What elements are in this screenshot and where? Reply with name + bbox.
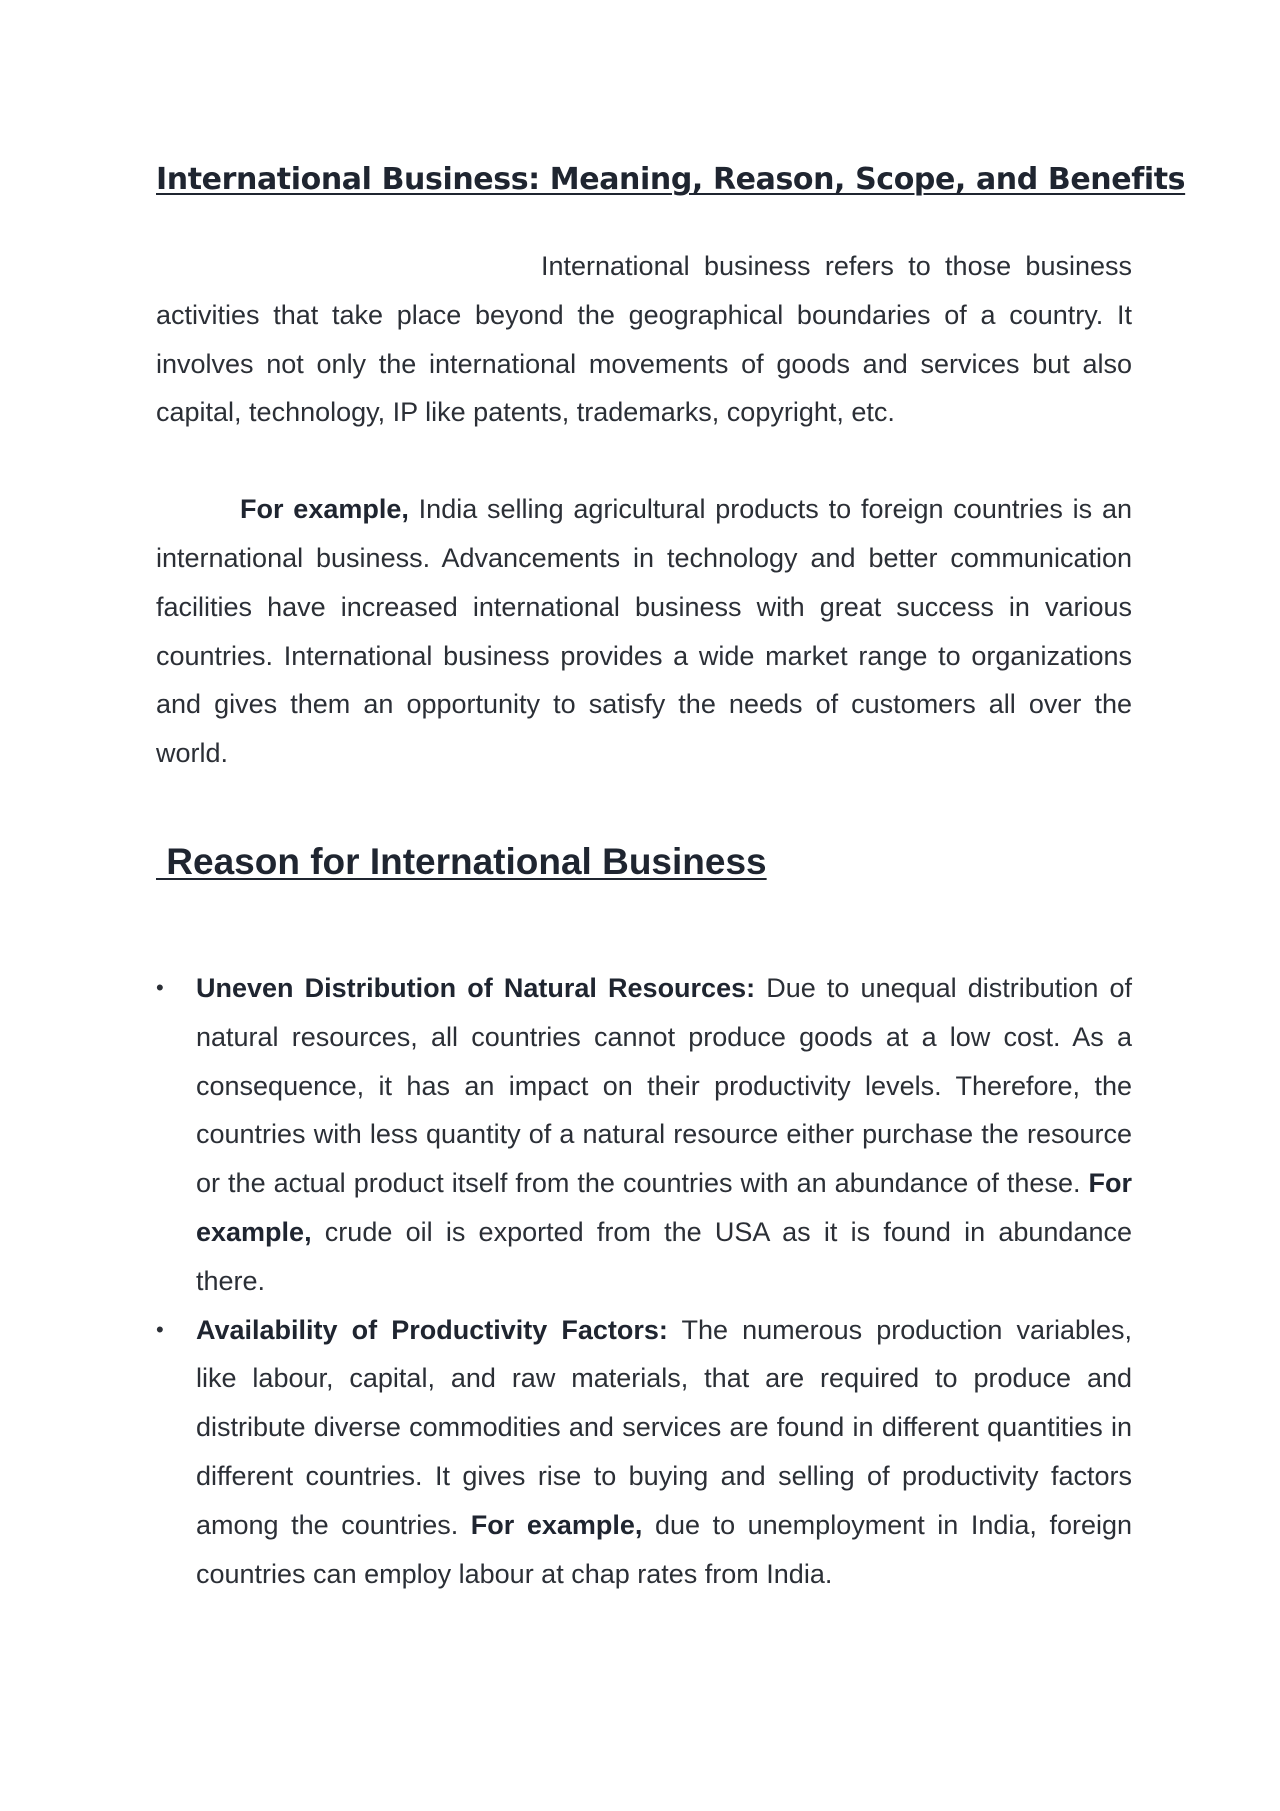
list-item bbox=[156, 964, 1132, 1306]
document-page bbox=[156, 158, 1186, 1598]
example-lead: For example, bbox=[240, 494, 409, 525]
intro-paragraph: International business refers to those business activities that take place beyond the geographical boundaries of a country. It involves not only the international movements of goods and services but also capital, technology, IP like patents, trademarks, copyright, etc. bbox=[156, 251, 1132, 428]
bullet-icon: • bbox=[156, 1316, 164, 1342]
reasons-list bbox=[156, 964, 1132, 1598]
reason-heading: Uneven Distribution of Natural Resources: bbox=[196, 972, 756, 1003]
list-item bbox=[156, 1306, 1132, 1599]
reason-example-lead: For example, bbox=[196, 1168, 1132, 1247]
reason-heading: Availability of Productivity Factors: bbox=[196, 1314, 668, 1345]
example-text: India selling agricultural products to foreign countries is an international business. Advancements in technology and better communication facilities have increased international business with great success in various countries. International business provides a wide market range to organizations and gives them an opportunity to satisfy the needs of customers all over the world. bbox=[156, 494, 1132, 769]
reason-text: The numerous production variables, like labour, capital, and raw materials, that are required to produce and distribute diverse commodities and services are found in different quantities in different countries. It gives rise to buying and selling of productivity factors among the countries. bbox=[196, 1314, 1132, 1540]
section-title: Reason for International Business bbox=[156, 840, 767, 882]
reason-text: Due to unequal distribution of natural resources, all countries cannot produce goods at a low cost. As a consequence, it has an impact on their productivity levels. Therefore, the countries with less quantity of a natural resource either purchase the resource or the actual product itself from the countries with an abundance of these. bbox=[196, 972, 1132, 1199]
reason-text-after: due to unemployment in India, foreign countries can employ labour at chap rates from India. bbox=[196, 1509, 1133, 1589]
reason-text-after: crude oil is exported from the USA as it is found in abundance there. bbox=[196, 1216, 1132, 1296]
document-title: International Business: Meaning, Reason, Scope, and Benefits bbox=[156, 162, 1186, 197]
bullet-icon: • bbox=[156, 974, 164, 1000]
example-paragraph bbox=[156, 485, 1132, 778]
reason-example-lead: For example, bbox=[470, 1509, 643, 1540]
